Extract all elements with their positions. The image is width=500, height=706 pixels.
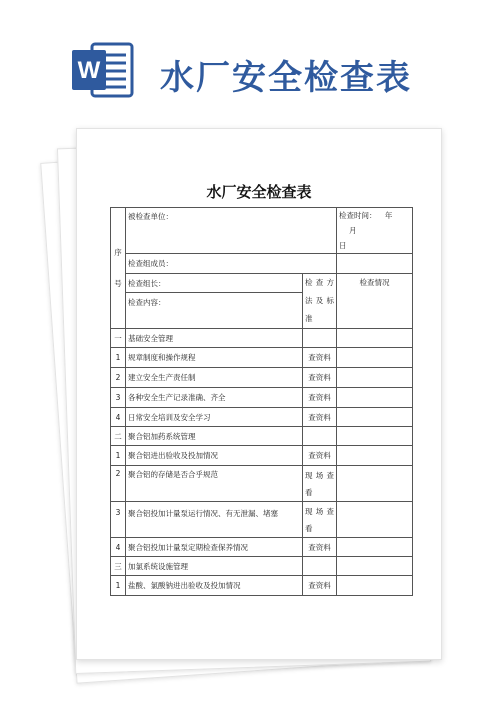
year-label: 年: [384, 211, 393, 220]
row-content: 聚合铝的存储是否合乎规范: [126, 466, 303, 502]
row-status: [337, 557, 413, 576]
table-row: [111, 427, 413, 446]
table-row: [111, 329, 413, 348]
row-content: 基础安全管理: [126, 329, 303, 348]
document-title: 水厂安全检查表: [206, 183, 312, 201]
row-status: [337, 502, 413, 538]
document-page: [76, 128, 442, 660]
row-status: [337, 348, 413, 368]
banner: [0, 0, 500, 120]
row-seq: 2: [111, 466, 126, 502]
row-content: 日常安全培训及安全学习: [126, 408, 303, 427]
row-status: [337, 466, 413, 502]
header-row-leader: [111, 274, 413, 293]
row-content: 各种安全生产记录准确、齐全: [126, 388, 303, 408]
banner-title: 水厂安全检查表: [160, 58, 412, 98]
row-method: 查资料: [303, 348, 337, 368]
month-label: 月: [349, 226, 357, 235]
row-status: [337, 576, 413, 596]
table-row: [111, 576, 413, 596]
row-method: 查资料: [303, 538, 337, 557]
header-row-members: [111, 254, 413, 274]
row-seq: 1: [111, 348, 126, 368]
row-content: 聚合铝加药系统管理: [126, 427, 303, 446]
row-seq: 4: [111, 538, 126, 557]
table-row: [111, 502, 413, 538]
table-row: [111, 446, 413, 466]
leader-cell: [126, 274, 303, 293]
row-content: 盐酸、氯酸钠进出验收及投加情况: [126, 576, 303, 596]
row-method: 查资料: [303, 388, 337, 408]
method-header: 检查方法及标准: [305, 278, 334, 323]
row-method: 查资料: [303, 446, 337, 466]
row-method: 查资料: [303, 408, 337, 427]
inspection-table: [110, 207, 413, 596]
row-status: [337, 538, 413, 557]
members-extra-cell: [337, 254, 413, 274]
table-row: [111, 466, 413, 502]
inspection-time-label: 检查时间：: [339, 211, 377, 220]
table-row: [111, 408, 413, 427]
row-status: [337, 408, 413, 427]
row-seq: 二: [111, 427, 126, 446]
status-header-cell: [337, 274, 413, 329]
row-seq: 2: [111, 368, 126, 388]
row-method: 现场查看: [303, 502, 337, 538]
inspected-unit-cell: [126, 208, 337, 254]
table-row: [111, 348, 413, 368]
row-content: 建立安全生产责任制: [126, 368, 303, 388]
day-label: 日: [339, 241, 347, 250]
row-seq: 1: [111, 446, 126, 466]
row-method: [303, 427, 337, 446]
table-row: [111, 368, 413, 388]
row-content: 聚合铝投加计量泵运行情况、有无泄漏、堵塞: [126, 502, 303, 538]
row-content: 聚合铝投加计量泵定期检查保养情况: [126, 538, 303, 557]
row-method: 查资料: [303, 368, 337, 388]
word-doc-icon: [70, 40, 134, 100]
row-seq: 1: [111, 576, 126, 596]
content-label: 检查内容：: [128, 298, 166, 308]
row-method: [303, 329, 337, 348]
row-seq: 3: [111, 502, 126, 538]
row-status: [337, 427, 413, 446]
seq-label-bottom: 号: [114, 279, 122, 288]
table-row: [111, 388, 413, 408]
row-seq: 3: [111, 388, 126, 408]
status-header: 检查情况: [359, 278, 390, 287]
row-method: [303, 557, 337, 576]
members-label: 检查组成员：: [128, 259, 173, 268]
row-seq: 三: [111, 557, 126, 576]
row-status: [337, 329, 413, 348]
row-method: 现场查看: [303, 466, 337, 502]
inspected-unit-label: 被检查单位：: [128, 212, 173, 221]
members-cell: [126, 254, 337, 274]
table-row: [111, 557, 413, 576]
leader-label: 检查组长：: [128, 278, 166, 288]
inspection-time-cell: [337, 208, 413, 254]
seq-header-cell: [111, 208, 126, 329]
seq-label-top: 序: [114, 248, 122, 257]
row-content: 聚合铝进出验收及投加情况: [126, 446, 303, 466]
method-header-cell: [303, 274, 337, 329]
row-status: [337, 388, 413, 408]
row-status: [337, 446, 413, 466]
header-row-unit: [111, 208, 413, 254]
row-method: 查资料: [303, 576, 337, 596]
word-logo-letter: W: [77, 57, 101, 84]
row-content: 规章制度和操作规程: [126, 348, 303, 368]
row-seq: 4: [111, 408, 126, 427]
content-cell: [126, 293, 303, 329]
row-content: 加氯系统设施管理: [126, 557, 303, 576]
row-seq: 一: [111, 329, 126, 348]
table-row: [111, 538, 413, 557]
row-status: [337, 368, 413, 388]
